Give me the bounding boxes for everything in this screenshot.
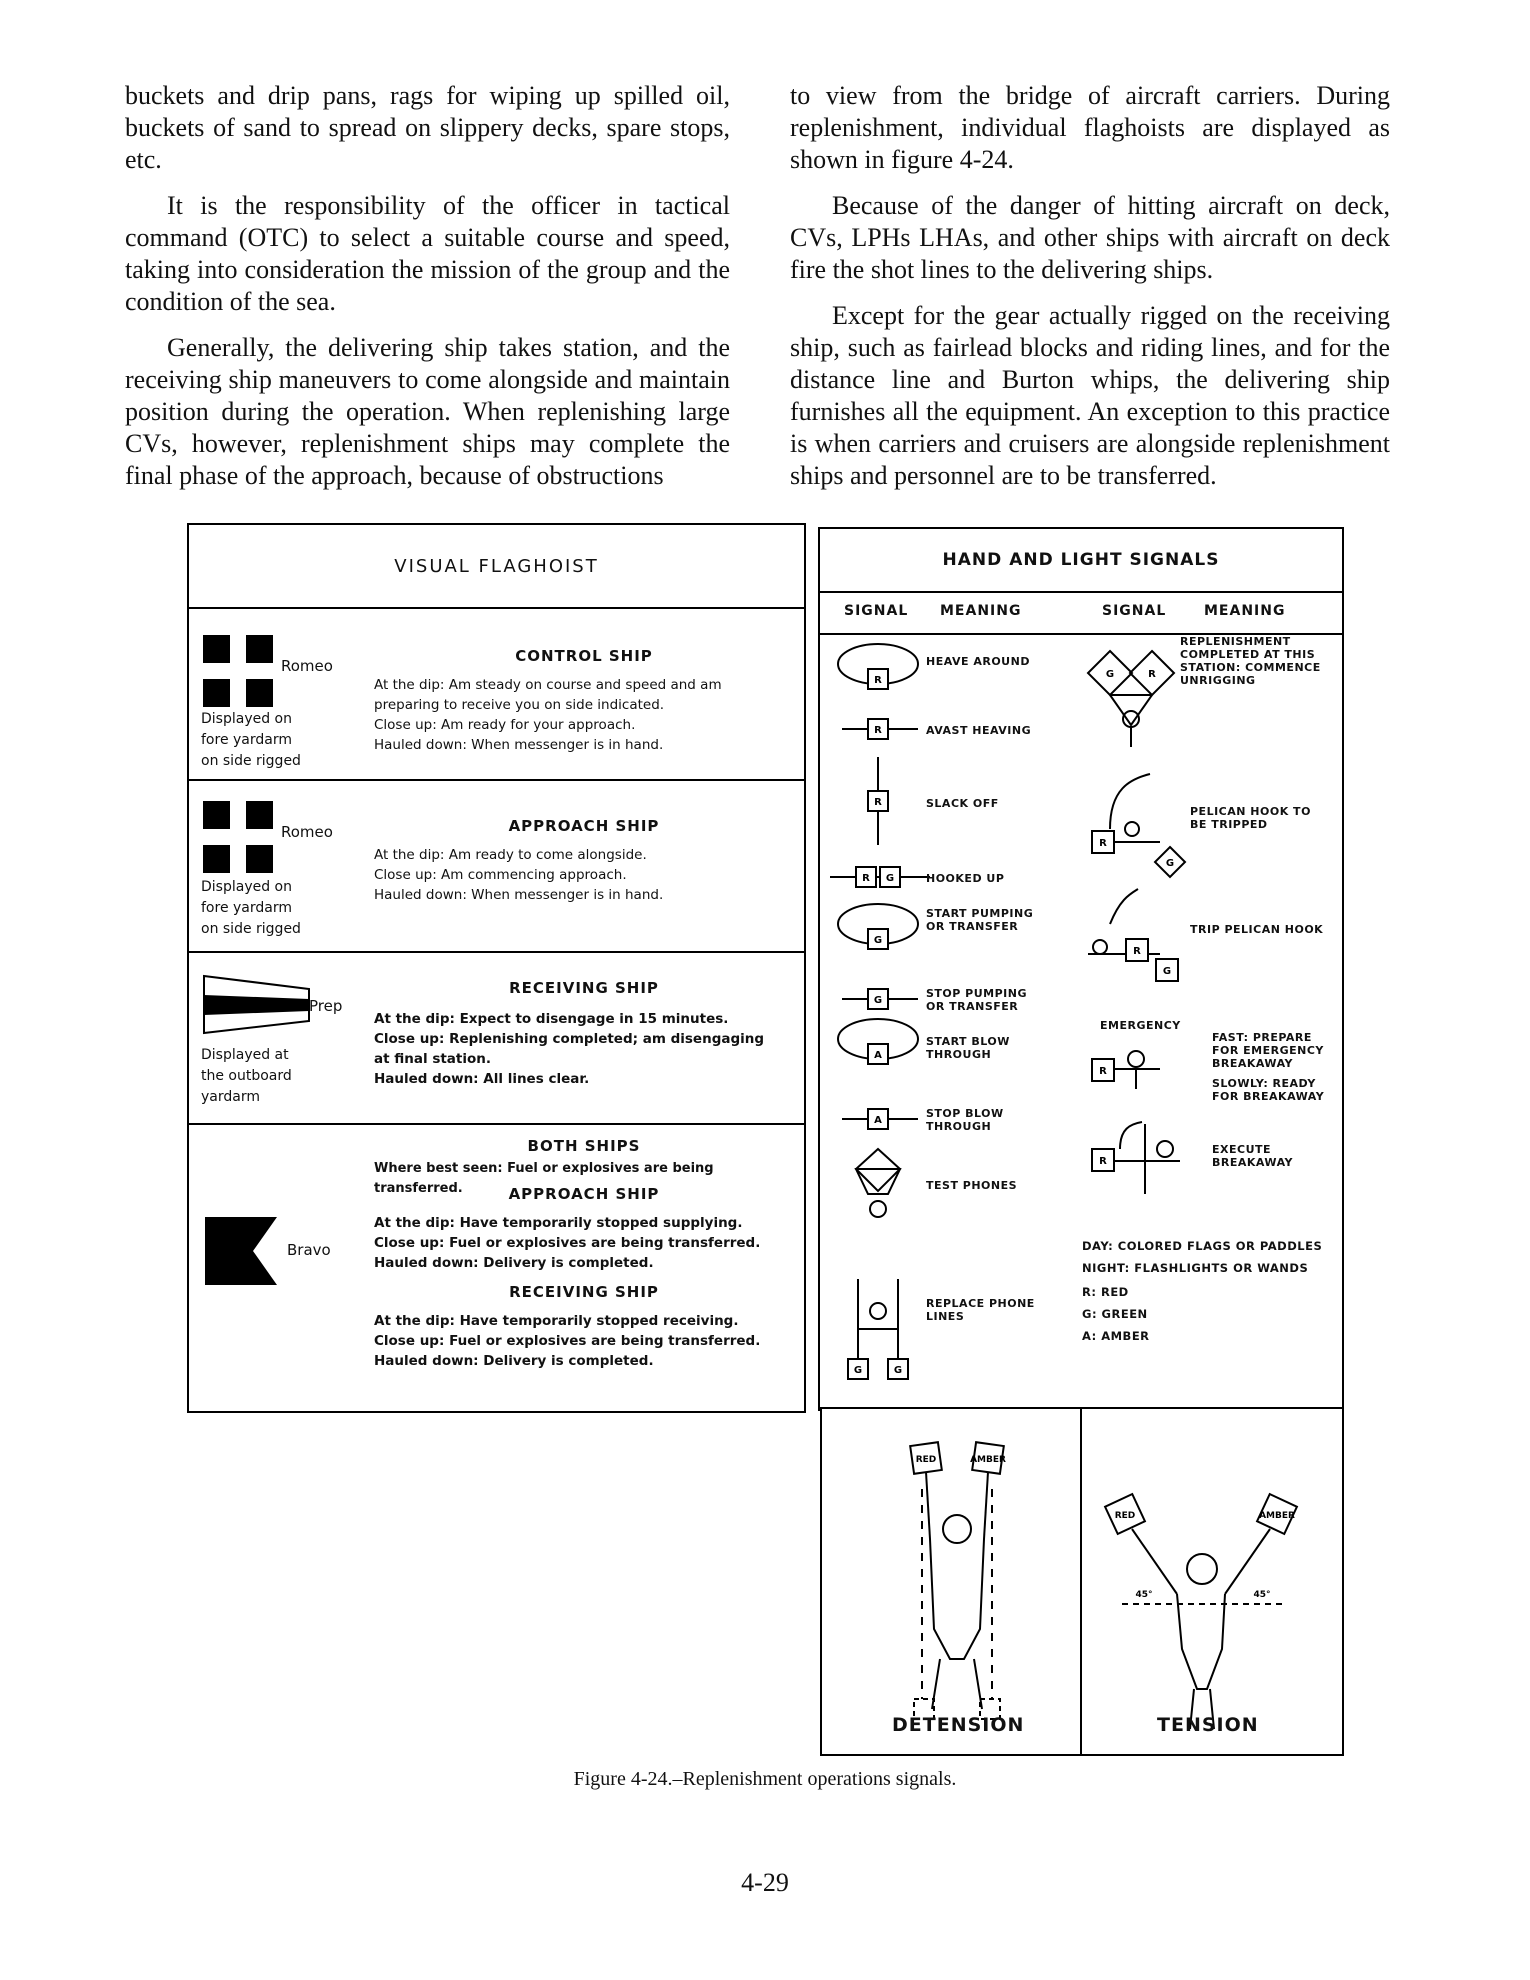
hand-light-title: HAND AND LIGHT SIGNALS <box>820 529 1342 593</box>
box-letter: R <box>1133 946 1141 957</box>
box-letter: G <box>885 873 895 884</box>
signal-meaning: EMERGENCY <box>1100 1019 1181 1032</box>
romeo-flag-icon <box>203 635 273 707</box>
box-letter: G <box>853 1365 863 1376</box>
col-meaning-heading: MEANING <box>1204 603 1286 619</box>
legend-item: R: RED <box>1082 1285 1129 1299</box>
signal-meaning: SLACK OFF <box>926 797 999 810</box>
col-signal-heading: SIGNAL <box>1102 603 1167 619</box>
box-letter: G <box>873 995 883 1006</box>
section-heading: CONTROL SHIP <box>515 647 653 665</box>
paragraph: It is the responsibility of the officer in tactical command (OTC) to select a suitable course and speed, taking into consideration the mission of the group and the condition of the sea. <box>125 191 730 316</box>
signal-meaning: TRIP PELICAN HOOK <box>1190 923 1324 936</box>
box-letter: A <box>874 1050 882 1061</box>
signal-meaning: AVAST HEAVING <box>926 724 1032 737</box>
display-location: Displayed on fore yardarm on side rigged <box>201 711 301 769</box>
box-letter: A <box>874 1115 882 1126</box>
flag-name: Bravo <box>287 1241 331 1259</box>
signal-meaning: START BLOW THROUGH <box>926 1035 1010 1061</box>
legend-item: DAY: COLORED FLAGS OR PADDLES <box>1082 1239 1323 1253</box>
page-number: 4-29 <box>741 1868 789 1897</box>
romeo-flag-icon <box>203 801 273 873</box>
box-letter: G <box>1105 669 1115 680</box>
where-best-seen: Where best seen: Fuel or explosives are being transferred. <box>374 1161 714 1196</box>
box-letter: R <box>1099 838 1107 849</box>
receiving-ship-section <box>189 953 804 1125</box>
col-meaning-heading: MEANING <box>940 603 1022 619</box>
signal-meaning: STOP BLOW THROUGH <box>926 1107 1004 1133</box>
box-letter: R <box>1148 669 1156 680</box>
visual-flaghoist-table <box>187 523 806 1413</box>
box-letter: R <box>874 797 882 808</box>
left-text-column <box>125 80 730 506</box>
flag-name: Romeo <box>281 657 333 675</box>
signal-meaning: HEAVE AROUND <box>926 655 1030 668</box>
prep-pennant-icon <box>203 975 313 1035</box>
col-signal-heading: SIGNAL <box>844 603 909 619</box>
angle-label: 45° <box>1135 1590 1153 1600</box>
section-instructions: At the dip: Expect to disengage in 15 minutes. Close up: Replenishing completed; am disengaging at final station. Hauled down: All lines clear. <box>374 1011 765 1087</box>
hand-light-signals-table <box>818 527 1344 1411</box>
section-instructions: At the dip: Am ready to come alongside. Close up: Am commencing approach. Hauled down: When messenger is in hand. <box>374 847 664 903</box>
signal-meaning: FAST: PREPARE FOR EMERGENCY BREAKAWAY <box>1212 1031 1324 1070</box>
receiving-instructions: At the dip: Have temporarily stopped receiving. Close up: Fuel or explosives are being transferred. Hauled down: Delivery is completed. <box>374 1313 761 1369</box>
box-letter: R <box>1099 1066 1107 1077</box>
signal-meaning: STOP PUMPING OR TRANSFER <box>926 987 1027 1013</box>
box-letter: G <box>1162 966 1172 977</box>
paddle-label: RED <box>915 1455 937 1465</box>
signal-meaning: PELICAN HOOK TO BE TRIPPED <box>1190 805 1311 831</box>
section-instructions: At the dip: Am steady on course and speed and am preparing to receive you on side indicated. Close up: Am ready for your approach. Hauled down: When messenger is in hand. <box>374 677 722 753</box>
signal-meaning: REPLENISHMENT COMPLETED AT THIS STATION: COMMENCE UNRIGGING <box>1180 635 1321 687</box>
box-letter: G <box>873 935 883 946</box>
signal-meaning: REPLACE PHONE LINES <box>926 1297 1035 1323</box>
paragraph: to view from the bridge of aircraft carriers. During replenishment, individual flaghoists are displayed as shown in figure 4-24. <box>790 81 1390 174</box>
signal-meaning: EXECUTE BREAKAWAY <box>1212 1143 1293 1169</box>
box-letter: G <box>893 1365 903 1376</box>
tension-label: TENSION <box>1157 1714 1259 1736</box>
box-letter: G <box>1165 858 1175 869</box>
display-location: Displayed on fore yardarm on side rigged <box>201 879 301 937</box>
flaghoist-title: VISUAL FLAGHOIST <box>189 525 804 609</box>
section-heading: APPROACH SHIP <box>508 817 660 835</box>
tension-figures <box>820 1407 1344 1756</box>
paddle-label: RED <box>1114 1511 1136 1521</box>
flag-name: Prep <box>309 997 343 1015</box>
box-letter: R <box>874 675 882 686</box>
section-heading: RECEIVING SHIP <box>509 979 659 997</box>
section-heading: BOTH SHIPS <box>527 1137 641 1155</box>
signal-meaning: START PUMPING OR TRANSFER <box>926 907 1034 933</box>
signal-meaning: SLOWLY: READY FOR BREAKAWAY <box>1212 1077 1325 1103</box>
display-location: Displayed at the outboard yardarm <box>201 1047 292 1105</box>
detension-label: DETENSION <box>892 1714 1025 1736</box>
legend-item: A: AMBER <box>1082 1329 1150 1343</box>
signal-meaning: HOOKED UP <box>926 872 1005 885</box>
bravo-flag-icon <box>205 1217 277 1285</box>
legend-item: NIGHT: FLASHLIGHTS OR WANDS <box>1082 1261 1309 1275</box>
approach-ship-section <box>189 781 804 953</box>
paragraph: Generally, the delivering ship takes station, and the receiving ship maneuvers to come alongside and maintain position during the operation. When replenishing large CVs, however, replenishment ships may complete the final phase of the approach, because of obstructions <box>125 333 730 490</box>
approach-instructions: At the dip: Have temporarily stopped supplying. Close up: Fuel or explosives are being transferred. Hauled down: Delivery is completed. <box>374 1215 761 1271</box>
angle-label: 45° <box>1253 1590 1271 1600</box>
box-letter: R <box>874 725 882 736</box>
paddle-label: AMBER <box>970 1455 1006 1465</box>
approach-heading: APPROACH SHIP <box>508 1185 660 1203</box>
right-text-column <box>790 80 1390 506</box>
control-ship-section <box>189 609 804 781</box>
paragraph: Because of the danger of hitting aircraft on deck, CVs, LPHs LHAs, and other ships with aircraft on deck fire the shot lines to the delivering ships. <box>790 191 1390 284</box>
flag-name: Romeo <box>281 823 333 841</box>
paragraph: buckets and drip pans, rags for wiping up spilled oil, buckets of sand to spread on slippery decks, spare stops, etc. <box>125 81 730 174</box>
legend-item: G: GREEN <box>1082 1307 1148 1321</box>
signal-meaning: TEST PHONES <box>926 1179 1018 1192</box>
paragraph: Except for the gear actually rigged on the receiving ship, such as fairlead blocks and riding lines, and for the distance line and Burton whips, the delivering ship furnishes all the equipment. An exception to this practice is when carriers and cruisers are alongside replenishment ships and personnel are to be transferred. <box>790 301 1390 490</box>
figure-caption: Figure 4-24.–Replenishment operations signals. <box>573 1768 957 1790</box>
box-letter: R <box>862 873 870 884</box>
receiving-heading: RECEIVING SHIP <box>509 1283 659 1301</box>
tension-illustrations <box>822 1409 1342 1754</box>
paddle-label: AMBER <box>1259 1511 1295 1521</box>
box-letter: R <box>1099 1156 1107 1167</box>
both-ships-section <box>189 1125 804 1409</box>
